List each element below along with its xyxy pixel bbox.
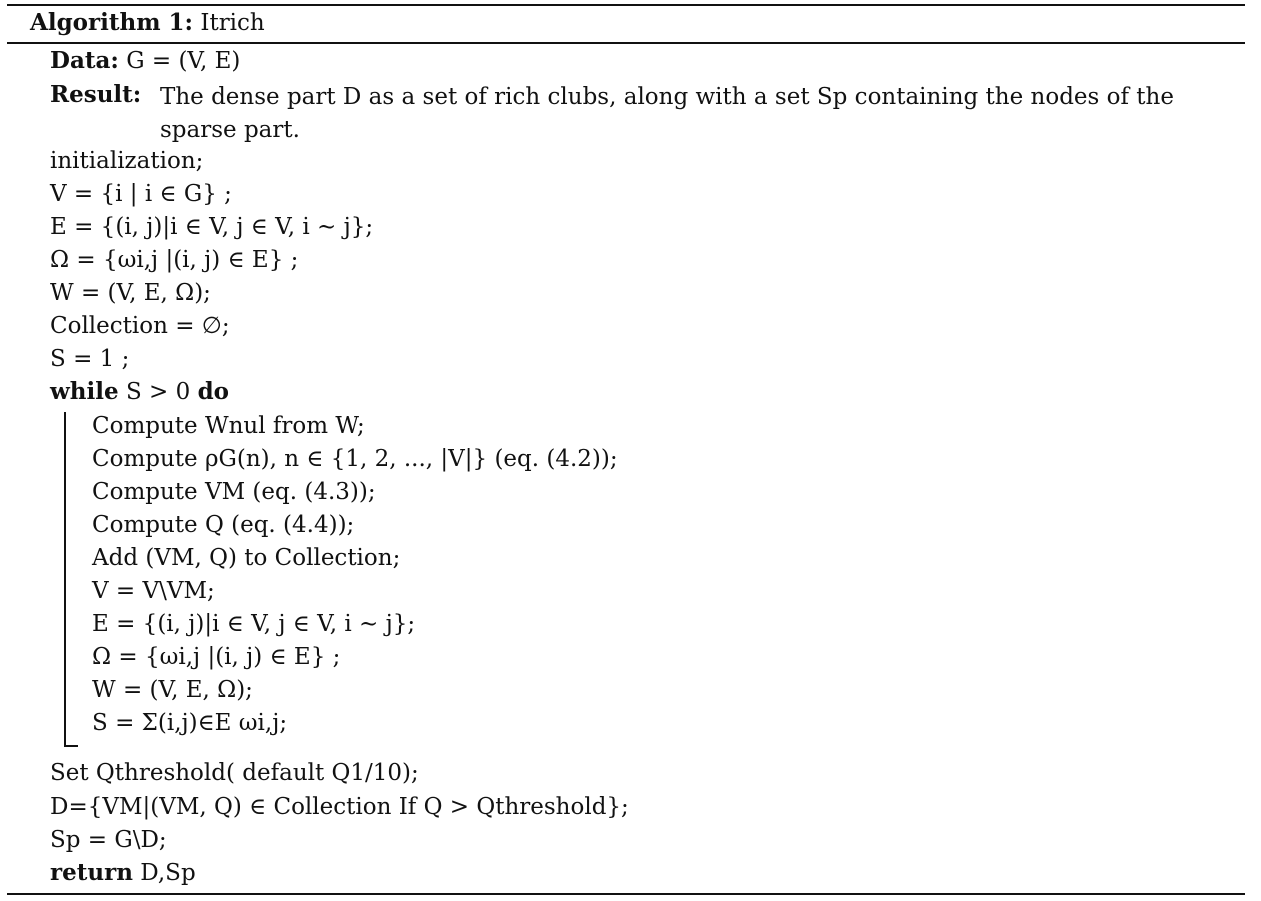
return-line [50,858,196,888]
loop-body-line: V = V\VM; [92,578,215,604]
init-line: Collection = ∅; [50,313,230,339]
do-keyword: do [197,378,229,405]
loop-body-line: Compute ρG(n), n ∈ {1, 2, ..., |V|} (eq. (4.2)); [92,446,618,472]
loop-body-end [64,745,78,747]
algorithm-label: Algorithm 1: [30,9,194,36]
while-condition: S > 0 [125,379,191,405]
loop-body-line: Add (VM, Q) to Collection; [92,545,401,571]
init-line: V = {i | i ∈ G} ; [50,181,232,207]
loop-body-line: Ω = {ωi,j |(i, j) ∈ E} ; [92,644,341,670]
algorithm-name: Itrich [200,10,265,36]
loop-body-line: Compute VM (eq. (4.3)); [92,479,376,505]
top-rule [7,4,1245,6]
result-label: Result: [50,81,142,108]
final-line: Sp = G\D; [50,827,167,853]
bottom-rule [7,893,1245,895]
data-value: G = (V, E) [126,48,241,74]
init-line: Ω = {ωi,j |(i, j) ∈ E} ; [50,247,299,273]
algorithm-title [30,8,265,38]
loop-body-line: Compute Q (eq. (4.4)); [92,512,355,538]
init-line: S = 1 ; [50,346,130,372]
while-header [50,377,229,407]
final-line: Set Qthreshold( default Q1/10); [50,760,419,786]
final-line: D={VM|(VM, Q) ∈ Collection If Q > Qthreshold}; [50,794,629,820]
return-value: D,Sp [140,860,196,886]
init-line: E = {(i, j)|i ∈ V, j ∈ V, i ∼ j}; [50,214,374,240]
loop-body-line: S = Σ(i,j)∈E ωi,j; [92,710,288,736]
header-rule [7,42,1245,44]
loop-body-line: W = (V, E, Ω); [92,677,253,703]
while-keyword: while [50,378,119,405]
loop-body-line: E = {(i, j)|i ∈ V, j ∈ V, i ∼ j}; [92,611,416,637]
return-keyword: return [50,859,133,886]
data-label: Data: [50,47,119,74]
init-line: W = (V, E, Ω); [50,280,211,306]
loop-body-line: Compute Wnul from W; [92,413,365,439]
result-label-line [50,80,141,110]
result-text: The dense part D as a set of rich clubs, along with a set Sp containing the nodes of the sparse part. [160,84,1174,143]
data-line [50,46,240,76]
init-line: initialization; [50,148,204,174]
loop-body-bar [64,412,66,747]
